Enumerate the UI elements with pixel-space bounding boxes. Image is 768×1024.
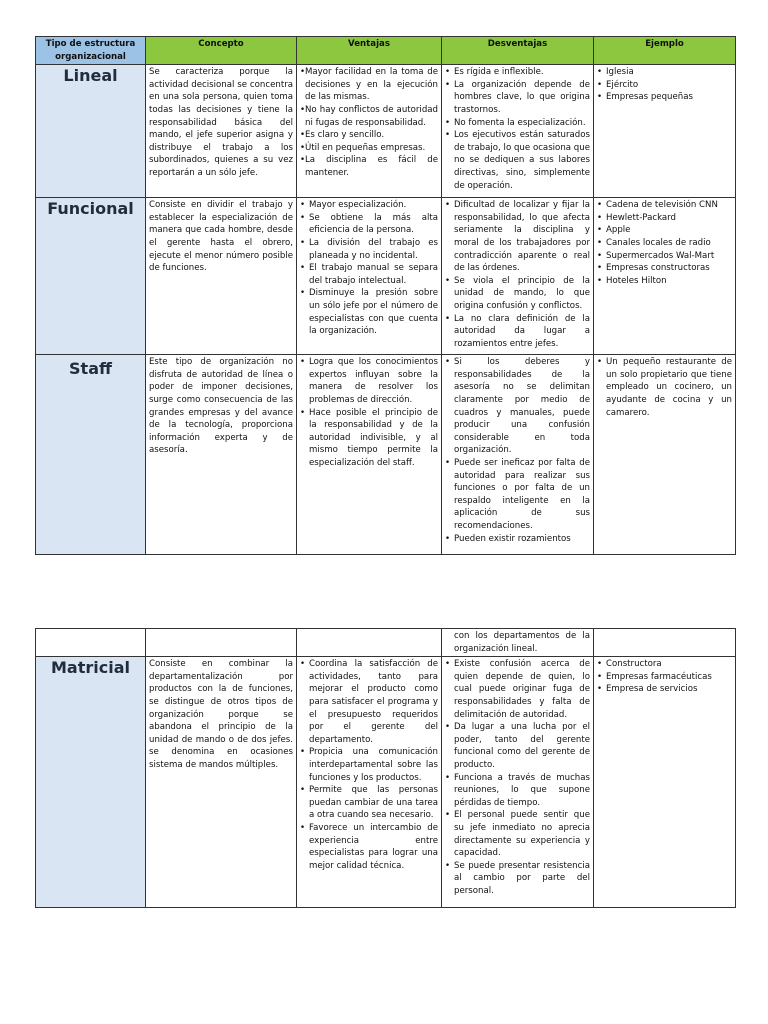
list-item: • Mayor especialización.	[300, 199, 438, 212]
list-item: • Coordina la satisfacción de actividades, tanto para mejorar el producto como para satisfacer el programa y el presupuesto requeridos por el gerente del departamento.	[300, 658, 438, 746]
list-item: • Empresas farmacéuticas	[597, 671, 732, 684]
desventajas-cell	[442, 65, 594, 198]
list-item: • Existe confusión acerca de quien depende de quien, lo cual puede originar fuga de responsabilidades y falta de delimitación de autoridad.	[445, 658, 590, 721]
list-item: • Favorece un intercambio de experiencia entre especialistas para lograr una mejor calidad técnica.	[300, 822, 438, 872]
list-item: • Apple	[597, 224, 732, 237]
table-row-staff	[36, 355, 736, 555]
concepto-cell: Este tipo de organización no disfruta de autoridad de línea o poder de imponer decisiones, surge como consecuencia de las grandes empresas y del avance de la tecnología, proporciona información experta y de asesoría.	[146, 355, 297, 555]
empty-cell	[36, 629, 146, 657]
list-item: • Cadena de televisión CNN	[597, 199, 732, 212]
type-cell-funcional	[36, 198, 146, 355]
header-ejemplo: Ejemplo	[594, 37, 736, 65]
empty-cell	[297, 629, 442, 657]
list-item: • Ejército	[597, 79, 732, 92]
list-item: • El personal puede sentir que su jefe inmediato no aprecia directamente su experiencia y capacidad.	[445, 809, 590, 859]
list-item: • Se puede presentar resistencia al cambio por parte del personal.	[445, 860, 590, 898]
organizational-structure-table-continued	[35, 628, 736, 908]
list-item: • La organización depende de hombres clave, lo que origina trastornos.	[445, 79, 590, 117]
empty-cell	[146, 629, 297, 657]
list-item: • Pueden existir rozamientos	[445, 533, 590, 546]
list-item: • Empresas pequeñas	[597, 91, 732, 104]
list-item: • Se viola el principio de la unidad de mando, lo que origina confusión y conflictos.	[445, 275, 590, 313]
list-item: • Empresa de servicios	[597, 683, 732, 696]
desventajas-continuation	[442, 629, 594, 657]
ventajas-cell	[297, 355, 442, 555]
list-item: • Es claro y sencillo.	[300, 129, 438, 142]
list-item: • Mayor facilidad en la toma de decisiones y en la ejecución de las mismas.	[300, 66, 438, 104]
ejemplo-cell	[594, 657, 736, 908]
desventajas-cell	[442, 198, 594, 355]
continuation-text: con los departamentos de la organización lineal.	[454, 631, 590, 654]
type-cell-staff	[36, 355, 146, 555]
concepto-cell: Se caracteriza porque la actividad decisional se concentra en una sola persona, quien toma todas las decisiones y tiene la responsabilidad básica del mando, el jefe superior asigna y distribuye el trabajo a los subordinados, quienes a su vez reportarán a un sólo jefe.	[146, 65, 297, 198]
type-name: Funcional	[47, 199, 134, 219]
list-item: • Se obtiene la más alta eficiencia de la persona.	[300, 212, 438, 237]
ventajas-cell	[297, 657, 442, 908]
list-item: • Supermercados Wal-Mart	[597, 250, 732, 263]
list-item: • Disminuye la presión sobre un sólo jefe por el número de especialistas con que cuenta la organización.	[300, 287, 438, 337]
type-name: Matricial	[51, 658, 130, 678]
ejemplo-cell	[594, 198, 736, 355]
ejemplo-cell	[594, 65, 736, 198]
list-item: • Canales locales de radio	[597, 237, 732, 250]
header-ventajas: Ventajas	[297, 37, 442, 65]
header-desventajas: Desventajas	[442, 37, 594, 65]
ventajas-cell	[297, 198, 442, 355]
list-item: • Hewlett-Packard	[597, 212, 732, 225]
list-item: • El trabajo manual se separa del trabajo intelectual.	[300, 262, 438, 287]
list-item: • Es rígida e inflexible.	[445, 66, 590, 79]
list-item: • Hace posible el principio de la responsabilidad y de la autoridad indivisible, y al mismo tiempo permite la especialización del staff.	[300, 407, 438, 470]
list-item: • Los ejecutivos están saturados de trabajo, lo que ocasiona que no se dediquen a sus labores directivas, sino, simplemente de operación.	[445, 129, 590, 192]
table-row-matricial	[36, 657, 736, 908]
continuation-row	[36, 629, 736, 657]
list-item: • Funciona a través de muchas reuniones, lo que supone pérdidas de tiempo.	[445, 772, 590, 810]
list-item: • Permite que las personas puedan cambiar de una tarea a otra cuando sea necesario.	[300, 784, 438, 822]
table-row-lineal	[36, 65, 736, 198]
desventajas-cell	[442, 657, 594, 908]
list-item: • No hay conflictos de autoridad ni fugas de responsabilidad.	[300, 104, 438, 129]
list-item: • La división del trabajo es planeada y no incidental.	[300, 237, 438, 262]
concepto-cell: Consiste en combinar la departamentalización por productos con la de funciones, se distingue de otros tipos de organización porque se abandona el principio de la unidad de mando o de dos jefes. se denomina en ocasiones sistema de mandos múltiples.	[146, 657, 297, 908]
list-item: • Da lugar a una lucha por el poder, tanto del gerente funcional como del gerente de producto.	[445, 721, 590, 771]
empty-cell	[594, 629, 736, 657]
list-item: • Dificultad de localizar y fijar la responsabilidad, lo que afecta seriamente la disciplina y moral de los trabajadores por contradicción aparente o real de las órdenes.	[445, 199, 590, 275]
type-name: Staff	[69, 359, 112, 379]
desventajas-cell	[442, 355, 594, 555]
list-item: • Puede ser ineficaz por falta de autoridad para realizar sus funciones o por falta de un respaldo inteligente en la aplicación de sus recomendaciones.	[445, 457, 590, 533]
list-item: • Útil en pequeñas empresas.	[300, 142, 438, 155]
list-item: • Empresas constructoras	[597, 262, 732, 275]
ventajas-cell	[297, 65, 442, 198]
ejemplo-cell	[594, 355, 736, 555]
organizational-structure-table	[35, 36, 736, 555]
list-item: • Constructora	[597, 658, 732, 671]
list-item: • Un pequeño restaurante de un solo propietario que tiene empleado un cocinero, un ayudante de cocina y un camarero.	[597, 356, 732, 419]
type-cell-matricial	[36, 657, 146, 908]
list-item: • Si los deberes y responsabilidades de la asesoría no se delimitan claramente por medio de cuadros y manuales, puede producir una confusión considerable en toda organización.	[445, 356, 590, 457]
header-tipo: Tipo de estructura organizacional	[36, 37, 146, 65]
list-item: • Propicia una comunicación interdepartamental sobre las funciones y los productos.	[300, 746, 438, 784]
list-item: • Logra que los conocimientos expertos influyan sobre la manera de resolver los problemas de dirección.	[300, 356, 438, 406]
table-row-funcional	[36, 198, 736, 355]
concepto-cell: Consiste en dividir el trabajo y establecer la especialización de manera que cada hombre, desde el gerente hasta el obrero, ejecute el menor número posible de funciones.	[146, 198, 297, 355]
type-cell-lineal	[36, 65, 146, 198]
list-item: • No fomenta la especialización.	[445, 117, 590, 130]
list-item: • La disciplina es fácil de mantener.	[300, 154, 438, 179]
header-concepto: Concepto	[146, 37, 297, 65]
header-row	[36, 37, 736, 65]
type-name: Lineal	[63, 66, 118, 86]
list-item: • Hoteles Hilton	[597, 275, 732, 288]
list-item: • Iglesia	[597, 66, 732, 79]
list-item: • La no clara definición de la autoridad da lugar a rozamientos entre jefes.	[445, 313, 590, 351]
